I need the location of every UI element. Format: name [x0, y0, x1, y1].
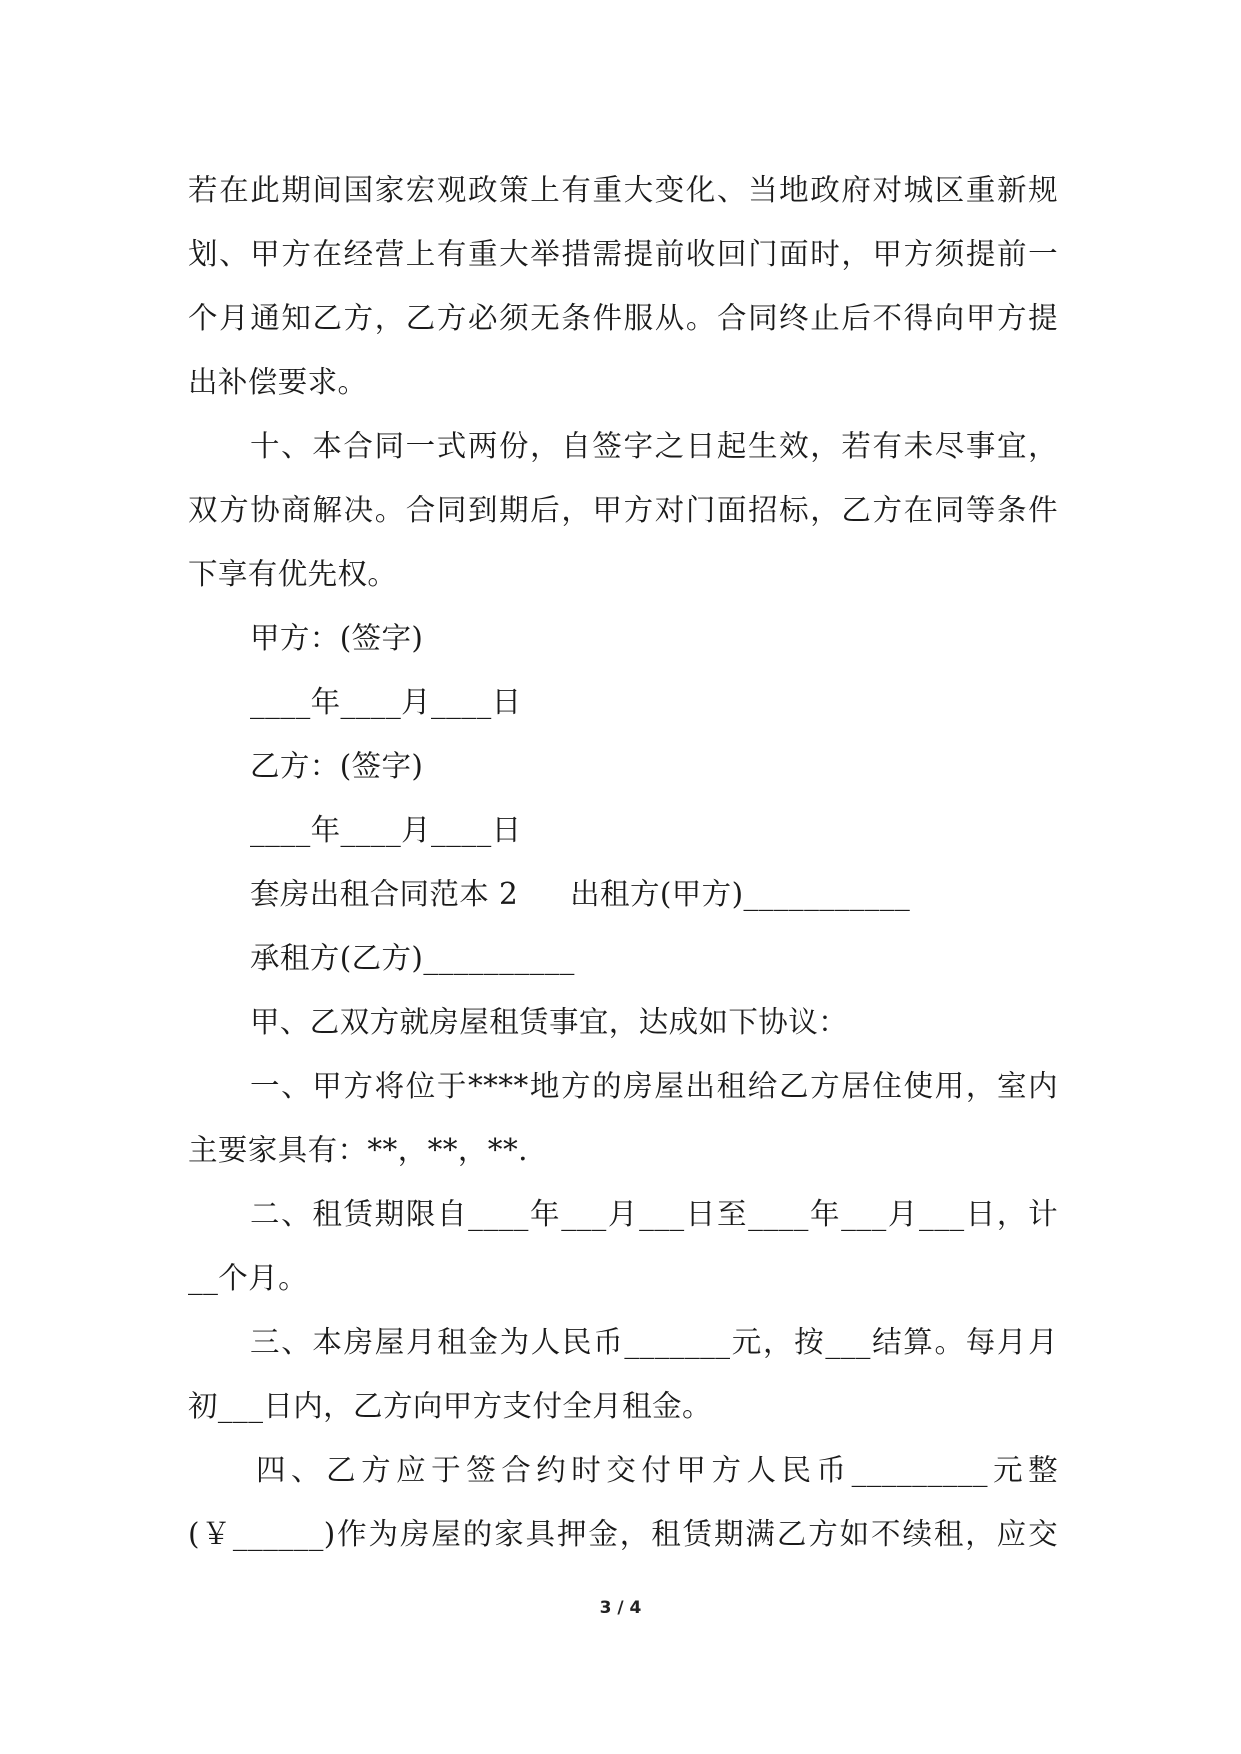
page-number: 3 / 4 [599, 1598, 642, 1618]
date-line: ____年____月____日 [250, 685, 522, 719]
signature-party-b: 乙方：(签字) [250, 749, 424, 783]
text-line: 下享有优先权。 [188, 557, 398, 591]
text-line: 三、本房屋月租金为人民币_______元，按___结算。每月月 [250, 1325, 1058, 1359]
text-line: 甲、乙双方就房屋租赁事宜，达成如下协议： [250, 1005, 849, 1039]
text-line: 个月通知乙方，乙方必须无条件服从。合同终止后不得向甲方提 [188, 301, 1058, 335]
text-line: 双方协商解决。合同到期后，甲方对门面招标，乙方在同等条件 [188, 493, 1058, 527]
text-line: 划、甲方在经营上有重大举措需提前收回门面时，甲方须提前一 [188, 237, 1058, 271]
document-body [188, 158, 1058, 1566]
text-line: __个月。 [188, 1261, 309, 1295]
lessee-field: 承租方(乙方)__________ [250, 941, 575, 975]
text-line: (￥______)作为房屋的家具押金，租赁期满乙方如不续租，应交 [188, 1517, 1058, 1551]
text-line: 若在此期间国家宏观政策上有重大变化、当地政府对城区重新规 [188, 173, 1058, 207]
lessor-field: 出租方(甲方)___________ [570, 877, 911, 911]
date-line: ____年____月____日 [250, 813, 522, 847]
text-line: 出补偿要求。 [188, 365, 368, 399]
text-line: 一、甲方将位于****地方的房屋出租给乙方居住使用，室内 [250, 1069, 1058, 1103]
text-line: 主要家具有：**，**，**. [188, 1133, 528, 1167]
contract-title: 套房出租合同范本 2 [250, 877, 519, 911]
text-line: 十、本合同一式两份，自签字之日起生效，若有未尽事宜， [250, 429, 1058, 463]
text-line: 二、租赁期限自____年___月___日至____年___月___日，计 [250, 1197, 1058, 1231]
text-line: 初___日内，乙方向甲方支付全月租金。 [188, 1389, 712, 1423]
signature-party-a: 甲方：(签字) [250, 621, 424, 655]
text-line: 四、乙方应于签合约时交付甲方人民币_________元整 [256, 1453, 1058, 1487]
contract-title-line [188, 862, 1058, 926]
